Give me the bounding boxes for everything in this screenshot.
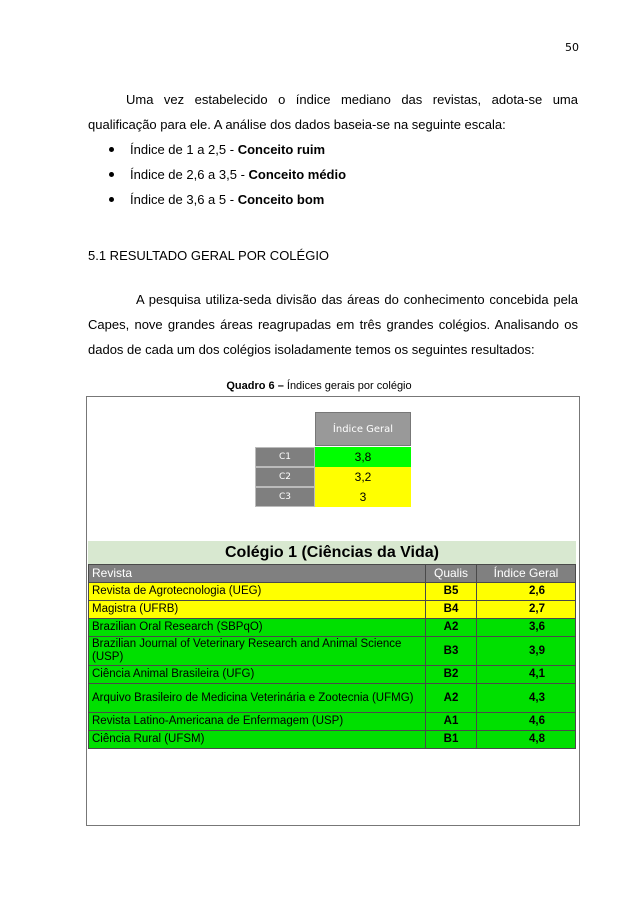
- cell-revista: Brazilian Oral Research (SBPqO): [89, 619, 426, 637]
- cell-qualis: B1: [426, 731, 477, 749]
- cell-qualis: A2: [426, 619, 477, 637]
- bullet-icon: [109, 147, 114, 152]
- cell-revista: Magistra (UFRB): [89, 601, 426, 619]
- table-row: [89, 583, 576, 601]
- scale-item-concept: Conceito ruim: [237, 142, 326, 157]
- summary-label: C1: [255, 447, 315, 467]
- cell-qualis: B3: [426, 637, 477, 666]
- table-row: [89, 731, 576, 749]
- cell-qualis: B4: [426, 601, 477, 619]
- summary-header: Índice Geral: [315, 412, 411, 446]
- table-row: [89, 684, 576, 713]
- header-indice: Índice Geral: [477, 565, 576, 583]
- cell-revista: Arquivo Brasileiro de Medicina Veterinária e Zootecnia (UFMG): [89, 684, 426, 713]
- cell-indice: 4,8: [477, 731, 576, 749]
- scale-item: [105, 162, 575, 187]
- summary-label: C3: [255, 487, 315, 507]
- intro-paragraph: Uma vez estabelecido o índice mediano das revistas, adota-se uma qualificação para ele. A análise dos dados baseia-se na seguinte escala:: [88, 92, 578, 132]
- summary-value: 3,2: [315, 467, 411, 487]
- scale-item: [105, 137, 575, 162]
- table-row: [89, 619, 576, 637]
- scale-item-concept: Conceito bom: [237, 192, 325, 207]
- cell-revista: Revista Latino-Americana de Enfermagem (USP): [89, 713, 426, 731]
- cell-revista: Revista de Agrotecnologia (UEG): [89, 583, 426, 601]
- cell-revista: Ciência Animal Brasileira (UFG): [89, 666, 426, 684]
- scale-item-concept: Conceito médio: [248, 167, 347, 182]
- scale-item: [105, 187, 575, 212]
- summary-row: [255, 447, 411, 467]
- summary-row: [255, 467, 411, 487]
- figure-caption: [0, 380, 638, 392]
- cell-indice: 2,7: [477, 601, 576, 619]
- summary-row: [255, 487, 411, 507]
- scale-item-text: Índice de 1 a 2,5 -: [130, 142, 238, 157]
- results-paragraph: A pesquisa utiliza-seda divisão das áreas do conhecimento concebida pela Capes, nove grandes áreas reagrupadas em três grandes colégios. Analisando os dados de cada um dos colégios isoladamente temos os seguintes resultados:: [88, 292, 578, 357]
- cell-qualis: B2: [426, 666, 477, 684]
- table-header-row: [89, 565, 576, 583]
- scale-item-text: Índice de 2,6 a 3,5 -: [130, 167, 249, 182]
- table-row: [89, 601, 576, 619]
- summary-label: C2: [255, 467, 315, 487]
- table-row: [89, 713, 576, 731]
- scale-item-text: Índice de 3,6 a 5 -: [130, 192, 238, 207]
- page-number: 50: [565, 41, 579, 54]
- journal-table: [88, 564, 576, 749]
- cell-qualis: A1: [426, 713, 477, 731]
- cell-indice: 4,3: [477, 684, 576, 713]
- header-revista: Revista: [89, 565, 426, 583]
- summary-value: 3: [315, 487, 411, 507]
- cell-indice: 3,9: [477, 637, 576, 666]
- table-title: Colégio 1 (Ciências da Vida): [88, 541, 576, 564]
- cell-indice: 4,1: [477, 666, 576, 684]
- summary-value: 3,8: [315, 447, 411, 467]
- caption-text: Índices gerais por colégio: [283, 380, 412, 392]
- scale-list: [105, 137, 575, 212]
- caption-label: Quadro 6 –: [226, 380, 284, 392]
- bullet-icon: [109, 197, 114, 202]
- cell-revista: Ciência Rural (UFSM): [89, 731, 426, 749]
- cell-qualis: A2: [426, 684, 477, 713]
- table-row: [89, 666, 576, 684]
- cell-indice: 2,6: [477, 583, 576, 601]
- cell-revista: Brazilian Journal of Veterinary Research and Animal Science (USP): [89, 637, 426, 666]
- cell-indice: 4,6: [477, 713, 576, 731]
- bullet-icon: [109, 172, 114, 177]
- cell-qualis: B5: [426, 583, 477, 601]
- section-heading: 5.1 RESULTADO GERAL POR COLÉGIO: [88, 248, 330, 263]
- table-row: [89, 637, 576, 666]
- header-qualis: Qualis: [426, 565, 477, 583]
- cell-indice: 3,6: [477, 619, 576, 637]
